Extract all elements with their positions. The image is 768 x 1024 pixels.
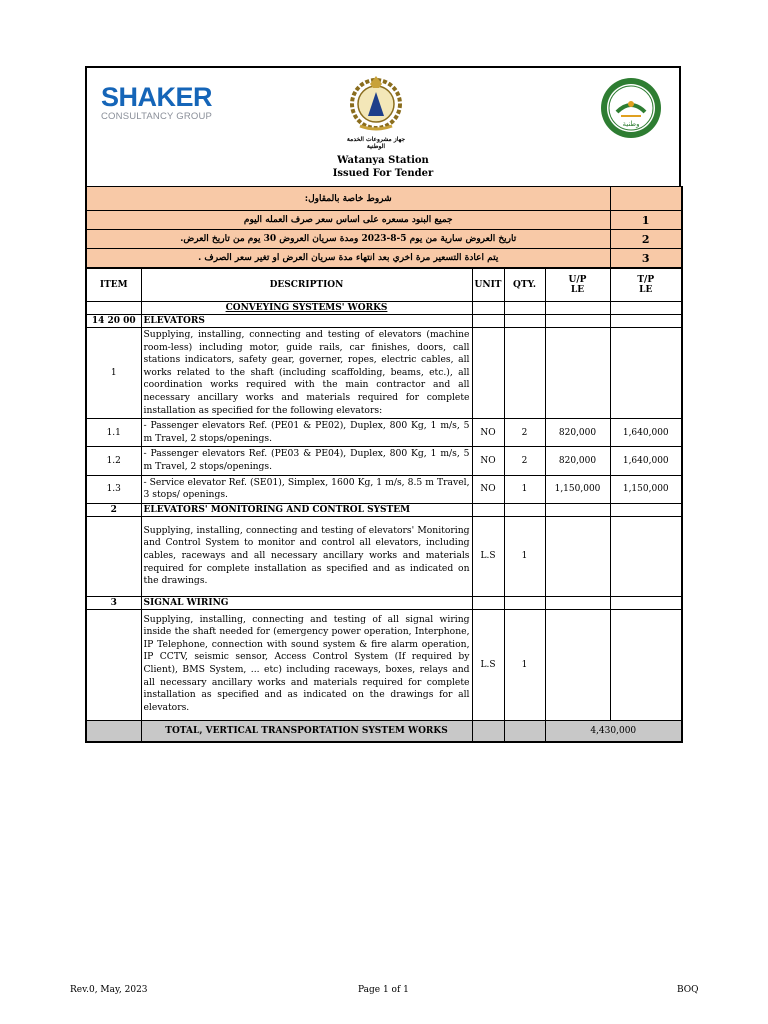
subheading-row [86, 503, 682, 516]
project-name: Watanya Station [337, 155, 429, 166]
item-total-price: 1,640,000 [610, 447, 682, 475]
nsp-emblem-logo [341, 72, 411, 150]
item-total-price: 1,640,000 [610, 419, 682, 447]
col-tp-label: T/P [637, 275, 655, 285]
item-unit-price: 1,150,000 [545, 475, 610, 503]
subheading-row [86, 596, 682, 609]
condition-row [86, 230, 682, 249]
col-unit: UNIT [472, 269, 504, 302]
item-description: - Service elevator Ref. (SE01), Simplex, 1600 Kg, 1 m/s, 8.5 m Travel, 3 stops/ openings. [141, 475, 472, 503]
total-value: 4,430,000 [545, 721, 682, 743]
condition-row [86, 249, 682, 268]
col-qty: QTY. [504, 269, 545, 302]
table-row [86, 609, 682, 721]
condition-row [86, 211, 682, 230]
col-tp-currency: LE [639, 285, 653, 295]
total-label: TOTAL, VERTICAL TRANSPORTATION SYSTEM WORKS [141, 721, 472, 743]
item-unit-price: 820,000 [545, 447, 610, 475]
item-number: 3 [86, 596, 141, 609]
item-description: Supplying, installing, connecting and testing of elevators (machine room-less) including motor, guide rails, car finishes, doors, call stations indicators, safety gear, governer, ropes, electric cables, all works related to the shaft (including scaffolding, beams, etc.), all coordination works required with the main contractor and all necessary ancillary works and materials required for complete installation as specified for the following elevators: [141, 328, 472, 419]
eagle-emblem-icon [346, 72, 406, 134]
boq-table [85, 268, 683, 743]
col-item: ITEM [86, 269, 141, 302]
item-total-price: 1,150,000 [610, 475, 682, 503]
item-unit: NO [472, 419, 504, 447]
condition-num: 1 [610, 211, 682, 230]
item-unit: L.S [472, 609, 504, 721]
item-description: - Passenger elevators Ref. (PE01 & PE02), Duplex, 800 Kg, 1 m/s, 5 m Travel, 2 stops/openings. [141, 419, 472, 447]
conditions-title: شروط خاصة بالمقاول: [86, 187, 610, 211]
column-header-row [86, 269, 682, 302]
contractor-conditions-table [85, 186, 683, 268]
col-description: DESCRIPTION [141, 269, 472, 302]
subheading-title: SIGNAL WIRING [141, 596, 472, 609]
col-up-label: U/P [568, 275, 587, 285]
section-title-row [86, 302, 682, 315]
conditions-title-row [86, 187, 682, 211]
col-total-price [610, 269, 682, 302]
item-description: - Passenger elevators Ref. (PE03 & PE04), Duplex, 800 Kg, 1 m/s, 5 m Travel, 2 stops/openings. [141, 447, 472, 475]
condition-text: تاريخ العروض سارية من يوم 5-8-2023 ومدة سريان العروض 30 يوم من تاريخ العرض. [86, 230, 610, 249]
footer-revision: Rev.0, May, 2023 [70, 985, 148, 995]
condition-text: جميع البنود مسعره على اساس سعر صرف العمله اليوم [86, 211, 610, 230]
table-row [86, 447, 682, 475]
watanya-logo [599, 76, 663, 144]
item-qty: 2 [504, 419, 545, 447]
item-unit: NO [472, 447, 504, 475]
condition-num: 2 [610, 230, 682, 249]
item-qty: 2 [504, 447, 545, 475]
total-row [86, 721, 682, 743]
footer-page: Page 1 of 1 [358, 985, 409, 995]
footer-doc: BOQ [677, 985, 699, 995]
item-unit: NO [472, 475, 504, 503]
item-description: Supplying, installing, connecting and testing of all signal wiring inside the shaft needed for (emergency power operation, Interphone, IP Telephone, connection with sound system & fire alarm operation, IP CCTV, seismic sensor, Access Control System (If required by Client), BMS System, ... etc) including raceways, boxes, relays and all necessary ancillary works and materials required for complete installation as specified and as indicated on the drawings for all elevators. [141, 609, 472, 721]
item-number: 1 [86, 328, 141, 419]
watanya-seal-icon [599, 76, 663, 140]
col-up-currency: LE [570, 285, 585, 295]
item-qty: 1 [504, 609, 545, 721]
emblem-caption: جهاز مشروعات الخدمة الوطنية [346, 136, 406, 150]
item-qty: 1 [504, 475, 545, 503]
item-description: Supplying, installing, connecting and testing of elevators' Monitoring and Control System to monitor and control all elevators, including cables, raceways and all necessary ancillary works and materials required for complete installation as specified and as indicated on the drawings. [141, 516, 472, 596]
table-row [86, 419, 682, 447]
boq-sheet [85, 66, 681, 743]
condition-text: يتم اعادة التسعير مرة اخري بعد انتهاء مدة سريان العرض او تغير سعر الصرف . [86, 249, 610, 268]
subheading-title: ELEVATORS' MONITORING AND CONTROL SYSTEM [141, 503, 472, 516]
item-number: 2 [86, 503, 141, 516]
shaker-logo [101, 84, 212, 122]
shaker-brand: SHAKER [101, 82, 213, 112]
section-title: CONVEYING SYSTEMS' WORKS [141, 302, 472, 315]
table-row [86, 328, 682, 419]
conditions-title-num [610, 187, 682, 211]
item-number: 1.2 [86, 447, 141, 475]
item-unit-price: 820,000 [545, 419, 610, 447]
document-header [85, 66, 681, 186]
watanya-seal-text: وطنية [622, 120, 640, 128]
col-unit-price [545, 269, 610, 302]
group-title: ELEVATORS [141, 315, 472, 328]
item-qty: 1 [504, 516, 545, 596]
item-number: 1.1 [86, 419, 141, 447]
table-row [86, 516, 682, 596]
item-unit: L.S [472, 516, 504, 596]
item-number: 1.3 [86, 475, 141, 503]
shaker-sub: CONSULTANCY GROUP [101, 111, 213, 122]
group-code: 14 20 00 [86, 315, 141, 328]
title-block [87, 154, 679, 180]
condition-num: 3 [610, 249, 682, 268]
group-row [86, 315, 682, 328]
table-row [86, 475, 682, 503]
issue-status: Issued For Tender [332, 168, 434, 179]
